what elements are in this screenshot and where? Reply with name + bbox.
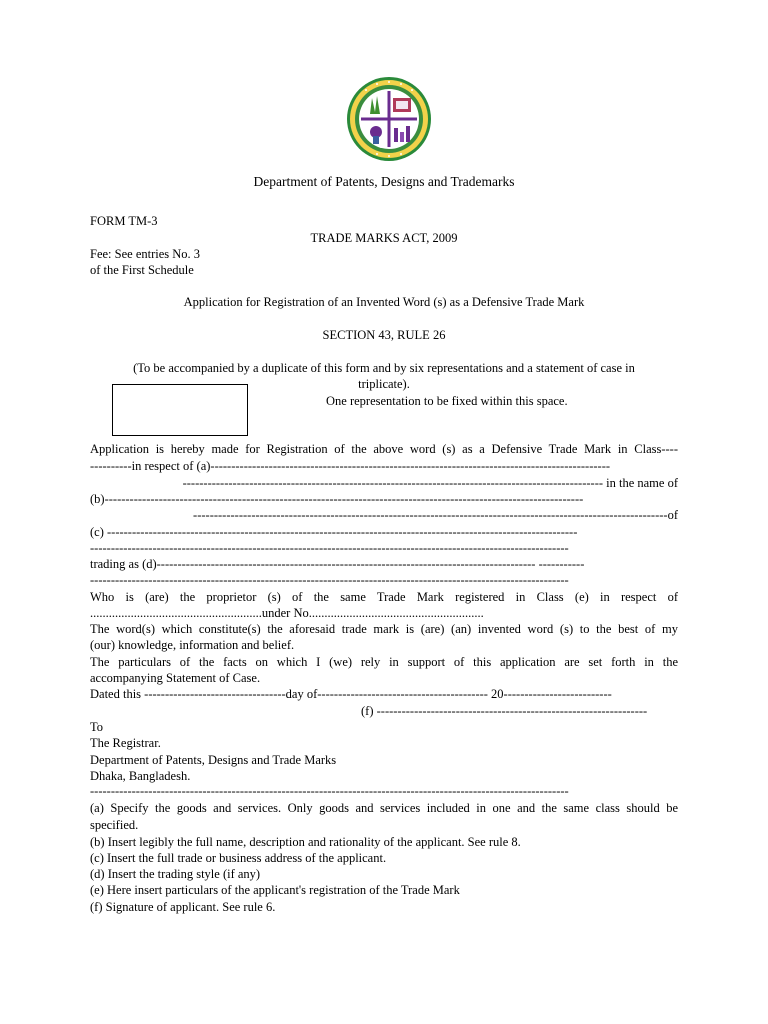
- representation-note: One representation to be fixed within this space.: [326, 394, 568, 408]
- note-a-line-1: (a) Specify the goods and services. Only goods and services included in one and the same class should be: [90, 801, 678, 815]
- dated-line: Dated this ----------------------------------day of----------------------------------------- 20--------------------------: [90, 687, 612, 701]
- department-title: Department of Patents, Designs and Trademarks: [253, 174, 515, 189]
- signature-line: (f) -----------------------------------------------------------------: [361, 704, 648, 718]
- body-line-14: The particulars of the facts on which I (we) rely in support of this application are set forth in the: [90, 655, 678, 669]
- body-line-6: (c) -----------------------------------------------------------------------------------------------------------------: [90, 525, 578, 539]
- body-line-13: (our) knowledge, information and belief.: [90, 638, 295, 652]
- form-number: FORM TM-3: [90, 214, 158, 228]
- body-line-9: -------------------------------------------------------------------------------------------------------------------: [90, 573, 569, 587]
- note-e: (e) Here insert particulars of the applicant's registration of the Trade Mark: [90, 883, 460, 897]
- fee-line-2: of the First Schedule: [90, 263, 194, 277]
- body-line-12: The word(s) which constitute(s) the aforesaid trade mark is (are) (an) invented word (s) to the best of my: [90, 622, 678, 636]
- body-line-8: trading as (d)------------------------------------------------------------------------------------------- -----------: [90, 557, 585, 571]
- body-line-10: Who is (are) the proprietor (s) of the same Trade Mark registered in Class (e) in respect of: [90, 590, 678, 604]
- address-department: Department of Patents, Designs and Trade Marks: [90, 753, 337, 767]
- body-line-2: ----------in respect of (a)------------------------------------------------------------------------------------------------: [90, 459, 611, 473]
- body-line-1: Application is hereby made for Registration of the above word (s) as a Defensive Trade Mark in Class----: [90, 442, 678, 456]
- note-a-line-2: specified.: [90, 818, 139, 832]
- note-c: (c) Insert the full trade or business address of the applicant.: [90, 851, 387, 865]
- representation-box[interactable]: [112, 384, 248, 436]
- seal-emblem: [346, 76, 432, 162]
- body-line-3: ----------------------------------------------------------------------------------------------------- in the name of: [182, 476, 678, 490]
- fee-line-1: Fee: See entries No. 3: [90, 247, 201, 261]
- note-b: (b) Insert legibly the full name, description and rationality of the applicant. See rule 8.: [90, 835, 521, 849]
- address-to: To: [90, 720, 104, 734]
- body-line-4: (b)-------------------------------------------------------------------------------------------------------------------: [90, 492, 584, 506]
- separator-rule: -------------------------------------------------------------------------------------------------------------------: [90, 784, 569, 798]
- body-line-15: accompanying Statement of Case.: [90, 671, 261, 685]
- note-d: (d) Insert the trading style (if any): [90, 867, 261, 881]
- address-city: Dhaka, Bangladesh.: [90, 769, 191, 783]
- body-line-11: .......................................................under No........................................................: [90, 606, 484, 620]
- body-line-7: -------------------------------------------------------------------------------------------------------------------: [90, 541, 569, 555]
- instruction-line-1: (To be accompanied by a duplicate of this form and by six representations and a statement of case in: [133, 361, 635, 375]
- act-title: TRADE MARKS ACT, 2009: [310, 231, 458, 245]
- body-line-5: ------------------------------------------------------------------------------------------------------------------of: [193, 508, 678, 522]
- section-rule: SECTION 43, RULE 26: [322, 328, 446, 342]
- note-f: (f) Signature of applicant. See rule 6.: [90, 900, 276, 914]
- address-registrar: The Registrar.: [90, 736, 161, 750]
- application-title: Application for Registration of an Invented Word (s) as a Defensive Trade Mark: [183, 295, 585, 309]
- instruction-line-2: triplicate).: [358, 377, 410, 391]
